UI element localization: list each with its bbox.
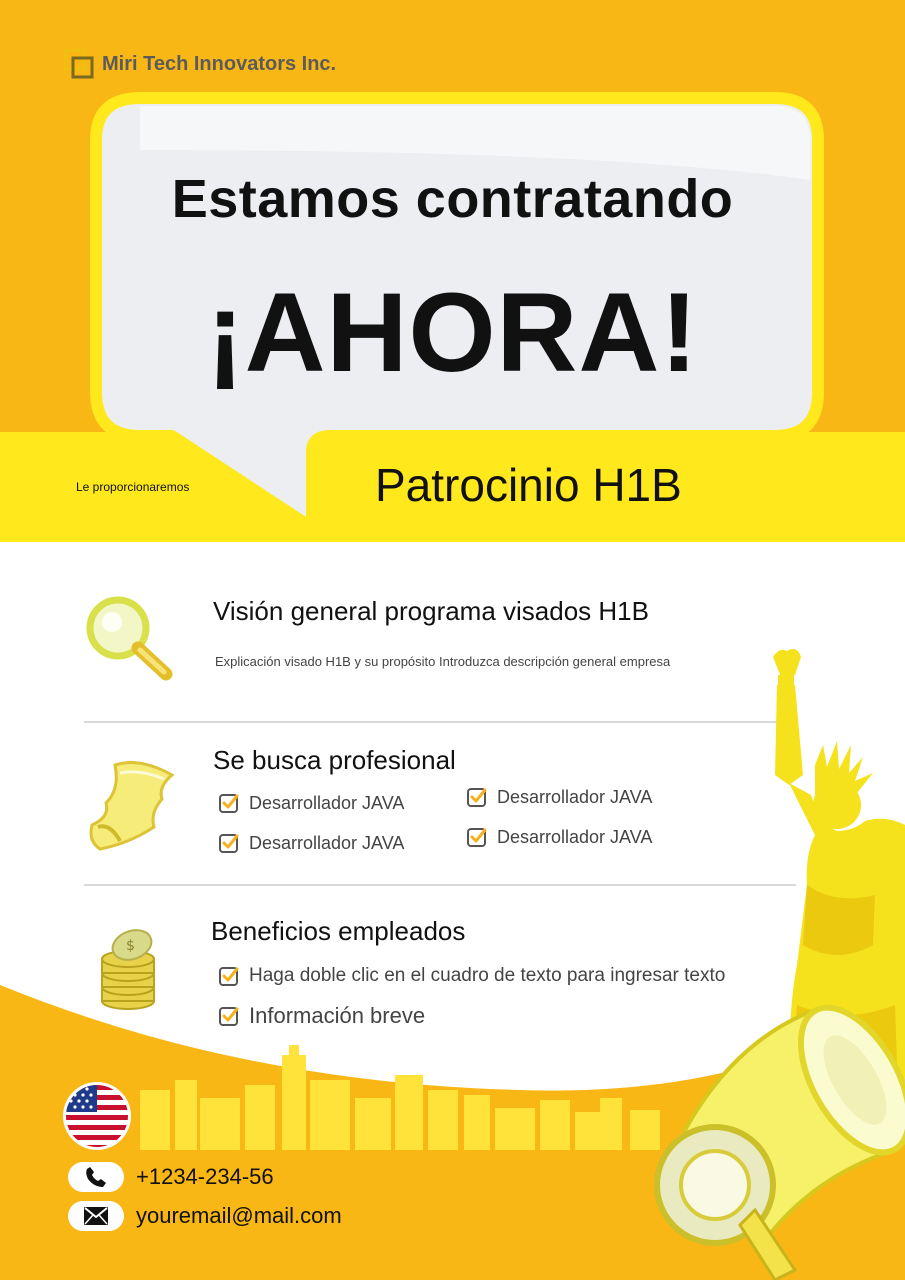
phone-icon: [84, 1165, 108, 1189]
role-label: Desarrollador JAVA: [497, 786, 653, 807]
contact-email: [68, 1201, 342, 1231]
sponsorship-title: Patrocinio H1B: [375, 459, 682, 511]
check-icon: [218, 1005, 240, 1027]
email-pill: [68, 1201, 124, 1231]
usa-flag-icon: [63, 1082, 131, 1150]
wanted-title: Se busca profesional: [213, 745, 456, 775]
headline-now: ¡AHORA!: [206, 270, 699, 395]
headline-hiring: Estamos contratando: [171, 169, 734, 229]
company-name: Miri Tech Innovators Inc.: [102, 52, 337, 75]
coins-icon: [96, 925, 166, 1015]
svg-text:$: $: [126, 938, 135, 954]
magnifier-icon: [80, 592, 180, 682]
megaphone-icon: [645, 1000, 905, 1280]
role-item: [466, 786, 652, 808]
divider-2: [84, 884, 796, 886]
phone-number: +1234-234-56: [136, 1164, 274, 1189]
role-item: [218, 832, 404, 854]
intro-text: Le proporcionaremos: [76, 480, 190, 494]
check-icon: [466, 826, 488, 848]
benefit-item: [218, 1003, 425, 1029]
company-logo: [64, 49, 336, 79]
check-icon: [218, 832, 240, 854]
email-address: youremail@mail.com: [136, 1203, 342, 1228]
phone-pill: [68, 1162, 124, 1192]
overview-title: Visión general programa visados H1B: [213, 596, 649, 626]
divider-1: [84, 721, 784, 723]
overview-description: Explicación visado H1B y su propósito Introduzca descripción general empresa: [215, 654, 671, 669]
role-item: [466, 826, 652, 848]
contact-phone: [68, 1162, 274, 1192]
check-icon: [218, 965, 240, 987]
check-icon: [218, 792, 240, 814]
check-icon: [466, 786, 488, 808]
role-label: Desarrollador JAVA: [249, 792, 405, 813]
benefit-label: Información breve: [249, 1003, 426, 1028]
benefits-title: Beneficios empleados: [211, 916, 466, 946]
logo-icon: [64, 49, 94, 79]
mail-icon: [83, 1206, 109, 1226]
role-label: Desarrollador JAVA: [497, 826, 653, 847]
scroll-icon: [80, 757, 180, 857]
role-item: [218, 792, 404, 814]
benefit-item: [218, 965, 725, 987]
benefit-label: Haga doble clic en el cuadro de texto para ingresar texto: [249, 965, 726, 986]
role-label: Desarrollador JAVA: [249, 832, 405, 853]
